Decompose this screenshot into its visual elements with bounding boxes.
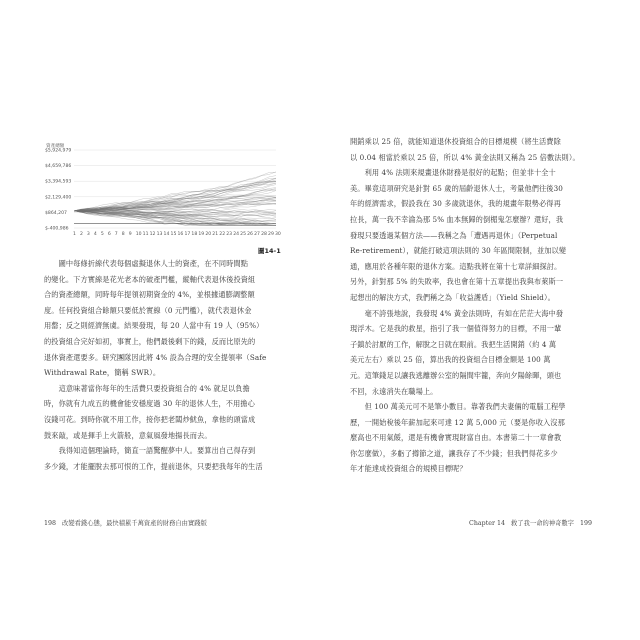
x-tick-label: 23 [226, 232, 233, 237]
x-tick-label: 13 [156, 232, 163, 237]
y-axis-ticks [45, 148, 71, 232]
simulation-line [74, 185, 276, 212]
x-tick-label: 4 [93, 232, 97, 237]
x-tick-label: 6 [107, 232, 111, 237]
paragraph-line: 現浮木。它是我的救星，指引了我一個值得努力的目標，不用一輩 [350, 324, 562, 334]
chart-grid [74, 150, 276, 228]
paragraph-line: 利用 4% 法則來規畫退休財務是很好的起點；但並非十全十 [350, 168, 556, 178]
book-title: 改變看錢心態，最快積累千萬資產的財務自由實踐版 [62, 520, 207, 527]
paragraph-line: 你怎麼做），多虧了撙節之道，讓我存了不少錢；但我們得花多少 [350, 448, 558, 458]
paragraph-line: 歷，一開始稅後年薪加起來可達 12 萬 5,000 元（要是你收入沒那 [350, 417, 565, 427]
left-body-text [44, 256, 284, 474]
x-tick-label: 25 [240, 232, 247, 237]
paragraph-line: 但 100 萬美元可不是筆小數目。靠著我們夫妻倆的電腦工程學 [350, 402, 566, 412]
x-tick-label: 30 [275, 232, 281, 237]
page-number: 198 [44, 520, 57, 527]
paragraph-line: 元。這筆錢足以讓我逃離辦公室的隔間牢籠，奔向夕陽餘暉，頭也 [350, 370, 562, 380]
chapter-title: 救了我一命的神奇數字 [511, 520, 574, 527]
paragraph-line: 不回，永遠消失在職場上。 [350, 386, 438, 396]
x-tick-label: 10 [135, 232, 142, 237]
paragraph-line: 子鎮於討厭的工作，解脫之日就在眼前。我把生活開銷（約 4 萬 [350, 339, 557, 349]
paragraph-line: 時，你就有九成五的機會能安穩度過 30 年的退休人生，不用擔心 [44, 399, 255, 409]
paragraph-line: 用罄；反之則經濟無虞。結果發現，每 20 人當中有 19 人（95%） [44, 321, 264, 331]
y-tick-label: $4,659,786 [45, 164, 72, 170]
x-tick-label: 28 [261, 232, 267, 237]
paragraph-line: 的投資組合完好如初，事實上，他們最後剩下的錢，反而比原先的 [44, 336, 256, 346]
y-tick-label: $864,207 [45, 210, 67, 216]
paragraph-line: Withdrawal Rate，簡稱 SWR）。 [44, 368, 161, 378]
x-tick-label: 29 [268, 232, 274, 237]
right-page [320, 0, 640, 640]
x-tick-label: 1 [73, 232, 76, 237]
paragraph-line: Re-retirement），就能打破這項法則的 30 年區間限制，並加以變 [350, 246, 567, 256]
paragraph-line: 起想出的解決方式，我們稱之為「收益護盾」（Yield Shield）。 [350, 292, 555, 302]
x-tick-label: 26 [247, 232, 253, 237]
x-tick-label: 20 [205, 232, 212, 237]
x-tick-label: 2 [79, 232, 83, 237]
paragraph-line: 以 0.04 相當於乘以 25 倍，所以 4% 黃金法則又稱為 25 倍數法則）。 [350, 152, 580, 162]
x-tick-label: 21 [212, 232, 219, 237]
x-tick-label: 7 [114, 232, 118, 237]
x-tick-label: 22 [219, 232, 226, 237]
simulation-line [74, 172, 276, 212]
y-tick-label: $3,394,593 [45, 179, 72, 185]
paragraph-line: 年的經濟需求，假設我在 30 多歲就退休，我的規畫年限勢必得再 [350, 199, 561, 209]
paragraph-line: 美元左右）乘以 25 倍，算出我的投資組合目標金額是 100 萬 [350, 355, 551, 365]
x-tick-label: 14 [163, 232, 170, 237]
chart-svg [44, 140, 284, 240]
x-tick-label: 11 [142, 232, 149, 237]
x-tick-label: 3 [86, 232, 90, 237]
x-tick-label: 16 [177, 232, 184, 237]
paragraph-line: 毫不誇張地說，我發現 4% 黃金法則時，有如在茫茫大海中發 [350, 308, 564, 318]
paragraph-line: 度。任何投資組合餘額只要低於實線（0 元門檻），就代表退休金 [44, 305, 252, 315]
x-tick-label: 18 [191, 232, 198, 237]
paragraph-line: 通，應用於各種年限的退休方案。這點我將在第十七章詳細探討。 [350, 261, 562, 271]
paragraph-line: 的變化。下方實線是花光老本的破產門檻，縱軸代表退休後投資組 [44, 274, 256, 284]
paragraph-line: 鼓來敲，或是揮手上火箭般，意氣風發地揚長而去。 [44, 430, 212, 440]
paragraph-line: 圖中每條折線代表每個虛擬退休人士的資產，在不同時間點 [44, 259, 249, 268]
x-tick-label: 19 [198, 232, 205, 237]
x-tick-label: 5 [100, 232, 104, 237]
y-axis-title: 資產總額 [46, 144, 65, 149]
y-tick-label: $2,129,400 [45, 195, 72, 201]
paragraph-line: 退休資產還要多。研究團隊因此將 4% 設為合理的安全提領率（Safe [44, 352, 267, 362]
simulation-lines [74, 172, 276, 226]
x-tick-label: 9 [128, 232, 132, 237]
x-tick-label: 24 [233, 232, 240, 237]
left-footer [44, 518, 213, 527]
right-footer [469, 518, 598, 527]
chapter-label: Chapter 14 [469, 520, 505, 527]
y-tick-label: $5,924,979 [45, 148, 72, 154]
paragraph-line: 合的資產總額，同時每年提領初期資金的 4%，並根據通膨調整額 [44, 290, 255, 300]
x-tick-label: 27 [254, 232, 260, 237]
y-tick-label: $-400,986 [45, 226, 69, 232]
paragraph-line: 拉長，萬一我不幸淪為那 5% 血本無歸的倒楣鬼怎麼辦？還好，我 [350, 214, 564, 224]
paragraph-line: 發現只要透過某個方法——我稱之為「遭遇再退休」（Perpetual [350, 230, 558, 240]
figure-label: 圖14-1 [258, 247, 281, 255]
paragraph-line: 年才能達成投資組合的規模目標呢？ [350, 464, 467, 474]
paragraph-line: 另外，針對那 5% 的失敗率，我也會在第十五章提出我與布萊斯一 [350, 277, 564, 287]
paragraph-line: 我得知這個理論時，簡直一語驚醒夢中人。要算出自己得存到 [44, 446, 256, 456]
paragraph-line: 多少錢，才能擺脫去那可恨的工作，提前退休，只要把我每年的生活 [44, 461, 263, 471]
paragraph-line: 麼高也不用氣餒，還是有機會實現財富自由。本書第二十一章會教 [350, 433, 562, 443]
paragraph-line: 沒錢可花。到時你就不用工作，接你把老闆炒魷魚，拿他的頭當成 [44, 414, 256, 424]
x-tick-label: 17 [184, 232, 191, 237]
x-tick-label: 12 [149, 232, 156, 237]
paragraph-line: 美。畢竟這項研究是針對 65 歲的屆齡退休人士，考量他們往後30 [350, 183, 563, 193]
x-axis-ticks [73, 231, 281, 237]
x-tick-label: 15 [170, 232, 177, 237]
paragraph-line: 開銷乘以 25 倍，就能知道退休投資組合的目標規模（將生活費除 [350, 137, 561, 146]
right-body-text [350, 134, 600, 477]
x-tick-label: 8 [121, 232, 125, 237]
page-number: 199 [579, 520, 592, 527]
paragraph-line: 這意味著當你每年的生活費只要投資組合的 4% 就足以負擔 [44, 383, 250, 393]
retirement-simulation-chart [44, 140, 284, 240]
